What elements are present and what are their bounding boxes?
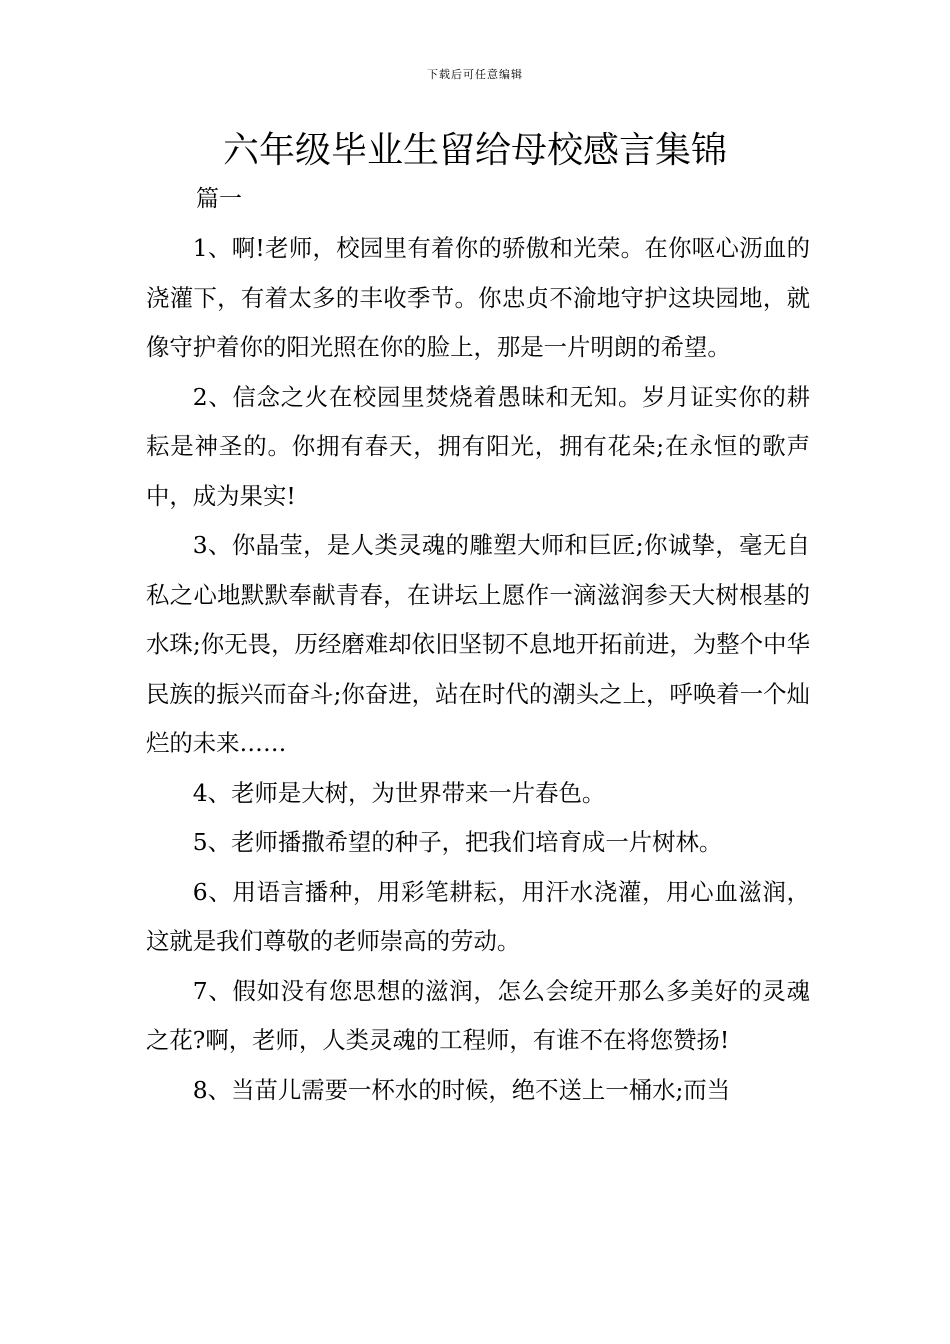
- paragraph-7: 7、假如没有您思想的滋润，怎么会绽开那么多美好的灵魂之花?啊，老师，人类灵魂的工程师，有谁不在将您赞扬!: [146, 976, 810, 1054]
- document-body: [146, 224, 810, 1115]
- paragraph-4: 4、老师是大树，为世界带来一片春色。: [192, 778, 606, 807]
- paragraph-2: 2、信念之火在校园里焚烧着愚昧和无知。岁月证实你的耕耘是神圣的。你拥有春天，拥有阳光，拥有花朵;在永恒的歌声中，成为果实!: [146, 382, 810, 510]
- paragraph-6: 6、用语言播种，用彩笔耕耘，用汗水浇灌，用心血滋润，这就是我们尊敬的老师崇高的劳动。: [146, 877, 810, 955]
- section-label: 篇一: [196, 186, 242, 212]
- header-note: 下载后可任意编辑: [427, 68, 523, 81]
- document-title: 六年级毕业生留给母校感言集锦: [222, 130, 727, 171]
- paragraph-3: 3、你晶莹，是人类灵魂的雕塑大师和巨匠;你诚挚，毫无自私之心地默默奉献青春，在讲坛上愿作一滴滋润参天大树根基的水珠;你无畏，历经磨难却依旧坚韧不息地开拓前进，为整个中华民族的振兴而奋斗;你奋进，站在时代的潮头之上，呼唤着一个灿烂的未来……: [146, 531, 810, 757]
- paragraph-8: 8、当苗儿需要一杯水的时候，绝不送上一桶水;而当: [192, 1075, 731, 1104]
- paragraph-1: 1、啊!老师，校园里有着你的骄傲和光荣。在你呕心沥血的浇灌下，有着太多的丰收季节。你忠贞不渝地守护这块园地，就像守护着你的阳光照在你的脸上，那是一片明朗的希望。: [146, 234, 810, 361]
- paragraph-5: 5、老师播撒希望的种子，把我们培育成一片树林。: [192, 828, 723, 856]
